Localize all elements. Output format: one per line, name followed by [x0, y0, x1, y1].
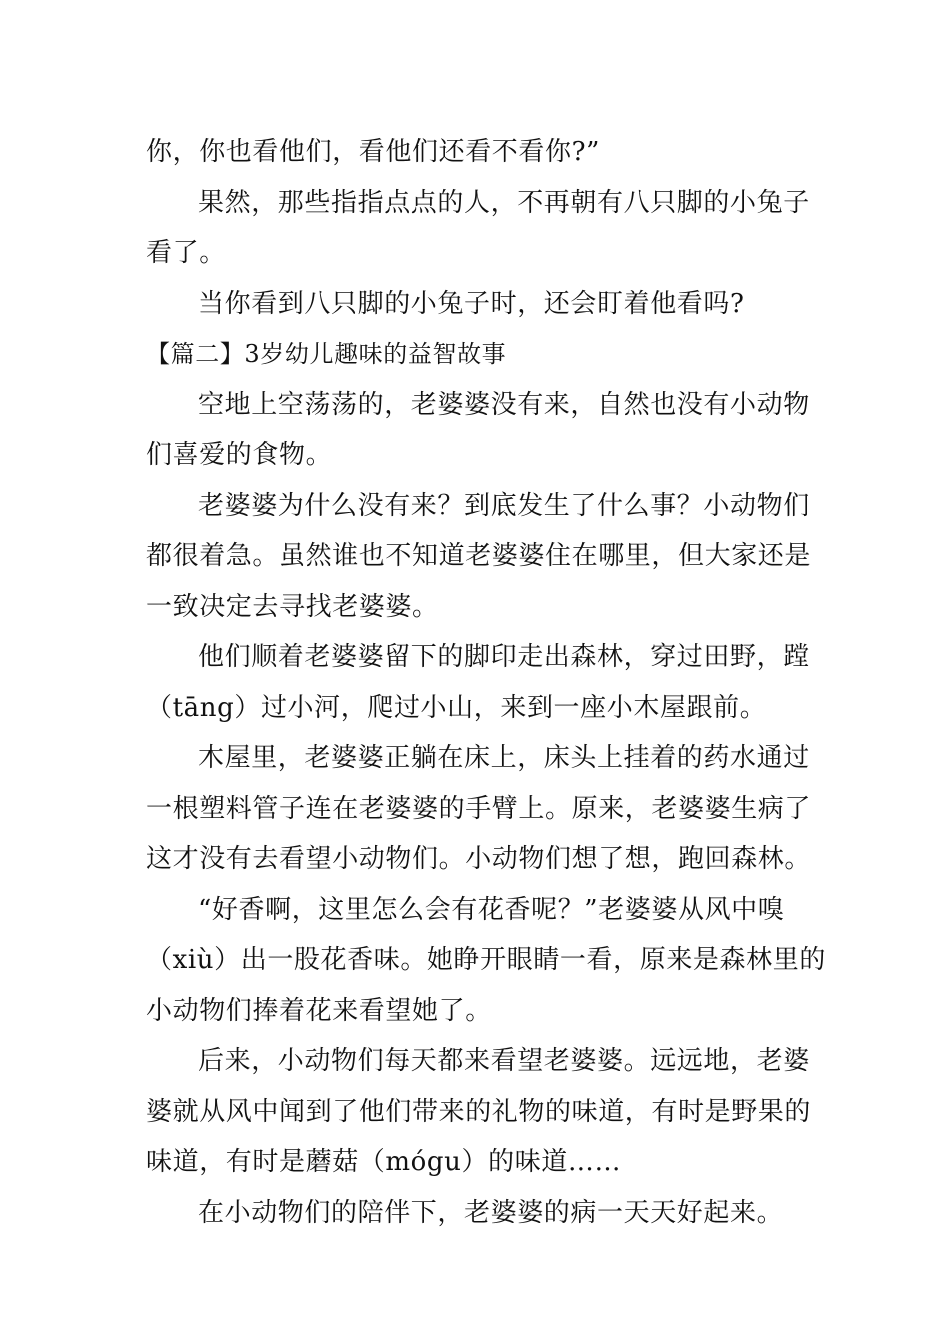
section-heading: 【篇二】3岁幼儿趣味的益智故事 [146, 340, 507, 368]
text-line: （tāng）过小河，爬过小山，来到一座小木屋跟前。 [146, 692, 767, 723]
text-line: 在小动物们的陪伴下，老婆婆的病一天天好起来。 [198, 1197, 784, 1228]
text-line: 空地上空荡荡的，老婆婆没有来，自然也没有小动物 [198, 389, 810, 420]
text-line: 当你看到八只脚的小兔子时，还会盯着他看吗? [198, 288, 745, 319]
text-line: 他们顺着老婆婆留下的脚印走出森林，穿过田野，蹚 [198, 642, 810, 672]
text-line: 婆就从风中闻到了他们带来的礼物的味道，有时是野果的 [146, 1096, 812, 1127]
text-line: 小动物们捧着花来看望她了。 [146, 995, 492, 1026]
text-line: 味道，有时是蘑菇（mógu）的味道…… [146, 1147, 622, 1177]
text-line: 这才没有去看望小动物们。小动物们想了想，跑回森林。 [146, 844, 812, 874]
text-line: “好香啊，这里怎么会有花香呢？”老婆婆从风中嗅 [198, 894, 785, 925]
text-line: 一致决定去寻找老婆婆。 [146, 591, 439, 622]
text-line: 们喜爱的食物。 [146, 440, 333, 470]
text-line: 看了。 [146, 238, 226, 268]
text-line: 木屋里，老婆婆正躺在床上，床头上挂着的药水通过 [198, 743, 810, 773]
story-text [146, 127, 826, 1238]
text-line: 老婆婆为什么没有来？到底发生了什么事？小动物们 [198, 490, 810, 521]
text-line: 你，你也看他们，看他们还看不看你?” [146, 137, 601, 167]
text-line: 后来，小动物们每天都来看望老婆婆。远远地，老婆 [198, 1046, 810, 1076]
text-line: （xiù）出一股花香味。她睁开眼睛一看，原来是森林里的 [146, 945, 826, 975]
text-line: 都很着急。虽然谁也不知道老婆婆住在哪里，但大家还是 [146, 541, 812, 571]
text-line: 一根塑料管子连在老婆婆的手臂上。原来，老婆婆生病了 [146, 793, 812, 824]
text-line: 果然，那些指指点点的人，不再朝有八只脚的小兔子 [198, 187, 810, 218]
